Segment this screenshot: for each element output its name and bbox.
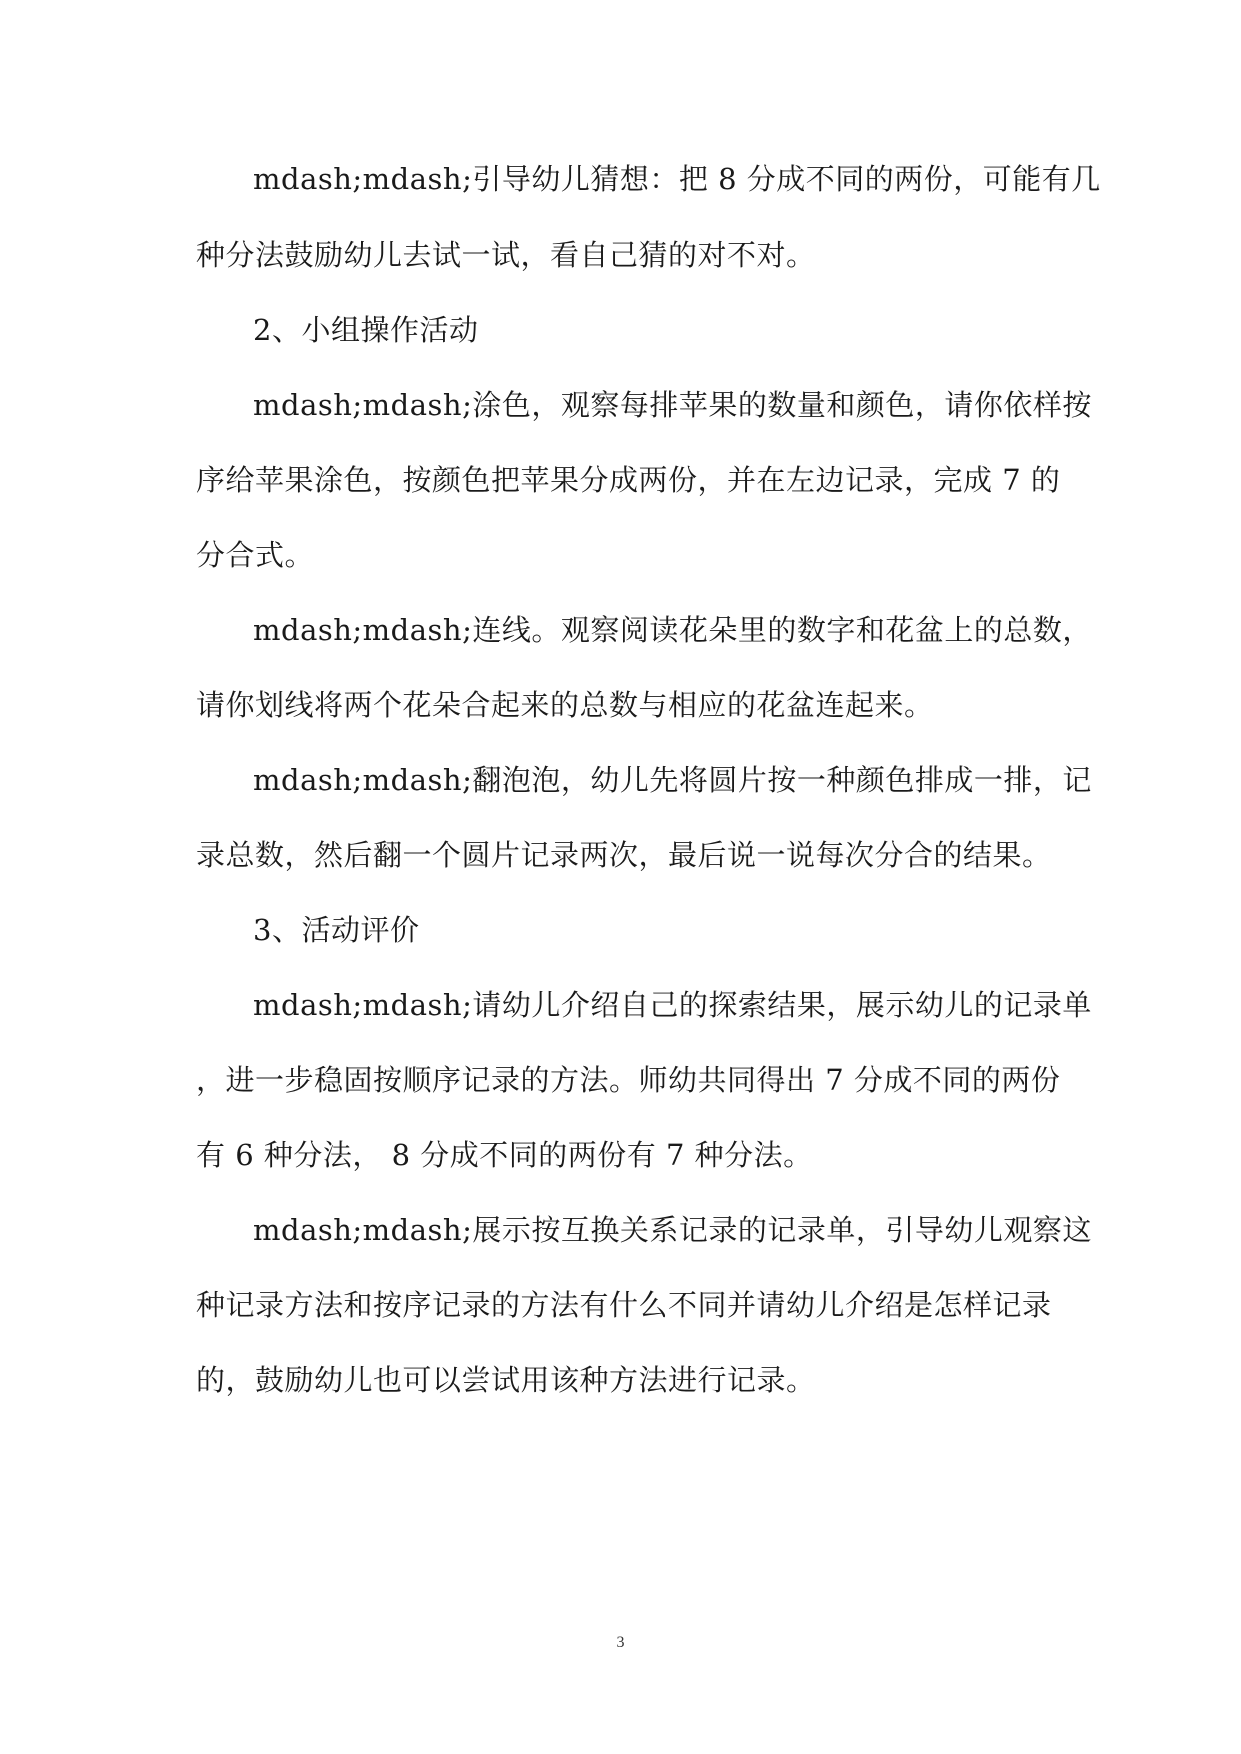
text-line: 录总数，然后翻一个圆片记录两次，最后说一说每次分合的结果。 xyxy=(196,838,1052,872)
text-line: 序给苹果涂色，按颜色把苹果分成两份，并在左边记录，完成 7 的 xyxy=(196,463,1061,497)
section-heading: 3、活动评价 xyxy=(253,913,420,947)
text-line: mdash;mdash;翻泡泡，幼儿先将圆片按一种颜色排成一排，记 xyxy=(253,763,1092,797)
text-line: mdash;mdash;请幼儿介绍自己的探索结果，展示幼儿的记录单 xyxy=(253,988,1092,1022)
text-line: 有 6 种分法， 8 分成不同的两份有 7 种分法。 xyxy=(196,1138,813,1172)
text-line: ，进一步稳固按顺序记录的方法。师幼共同得出 7 分成不同的两份 xyxy=(196,1063,1061,1097)
section-heading: 2、小组操作活动 xyxy=(253,313,479,347)
text-line: 种分法鼓励幼儿去试一试，看自己猜的对不对。 xyxy=(196,238,816,272)
text-line: 分合式。 xyxy=(196,538,315,572)
text-line: 请你划线将两个花朵合起来的总数与相应的花盆连起来。 xyxy=(196,688,934,722)
page-number: 3 xyxy=(616,1634,625,1651)
text-line: mdash;mdash;展示按互换关系记录的记录单，引导幼儿观察这 xyxy=(253,1213,1092,1247)
text-line: mdash;mdash;连线。观察阅读花朵里的数字和花盆上的总数， xyxy=(253,613,1092,647)
text-line: 种记录方法和按序记录的方法有什么不同并请幼儿介绍是怎样记录 xyxy=(196,1288,1052,1322)
text-line: mdash;mdash;引导幼儿猜想：把 8 分成不同的两份，可能有几 xyxy=(253,162,1101,196)
text-line: 的，鼓励幼儿也可以尝试用该种方法进行记录。 xyxy=(196,1363,816,1397)
text-line: mdash;mdash;涂色，观察每排苹果的数量和颜色，请你依样按 xyxy=(253,388,1092,422)
